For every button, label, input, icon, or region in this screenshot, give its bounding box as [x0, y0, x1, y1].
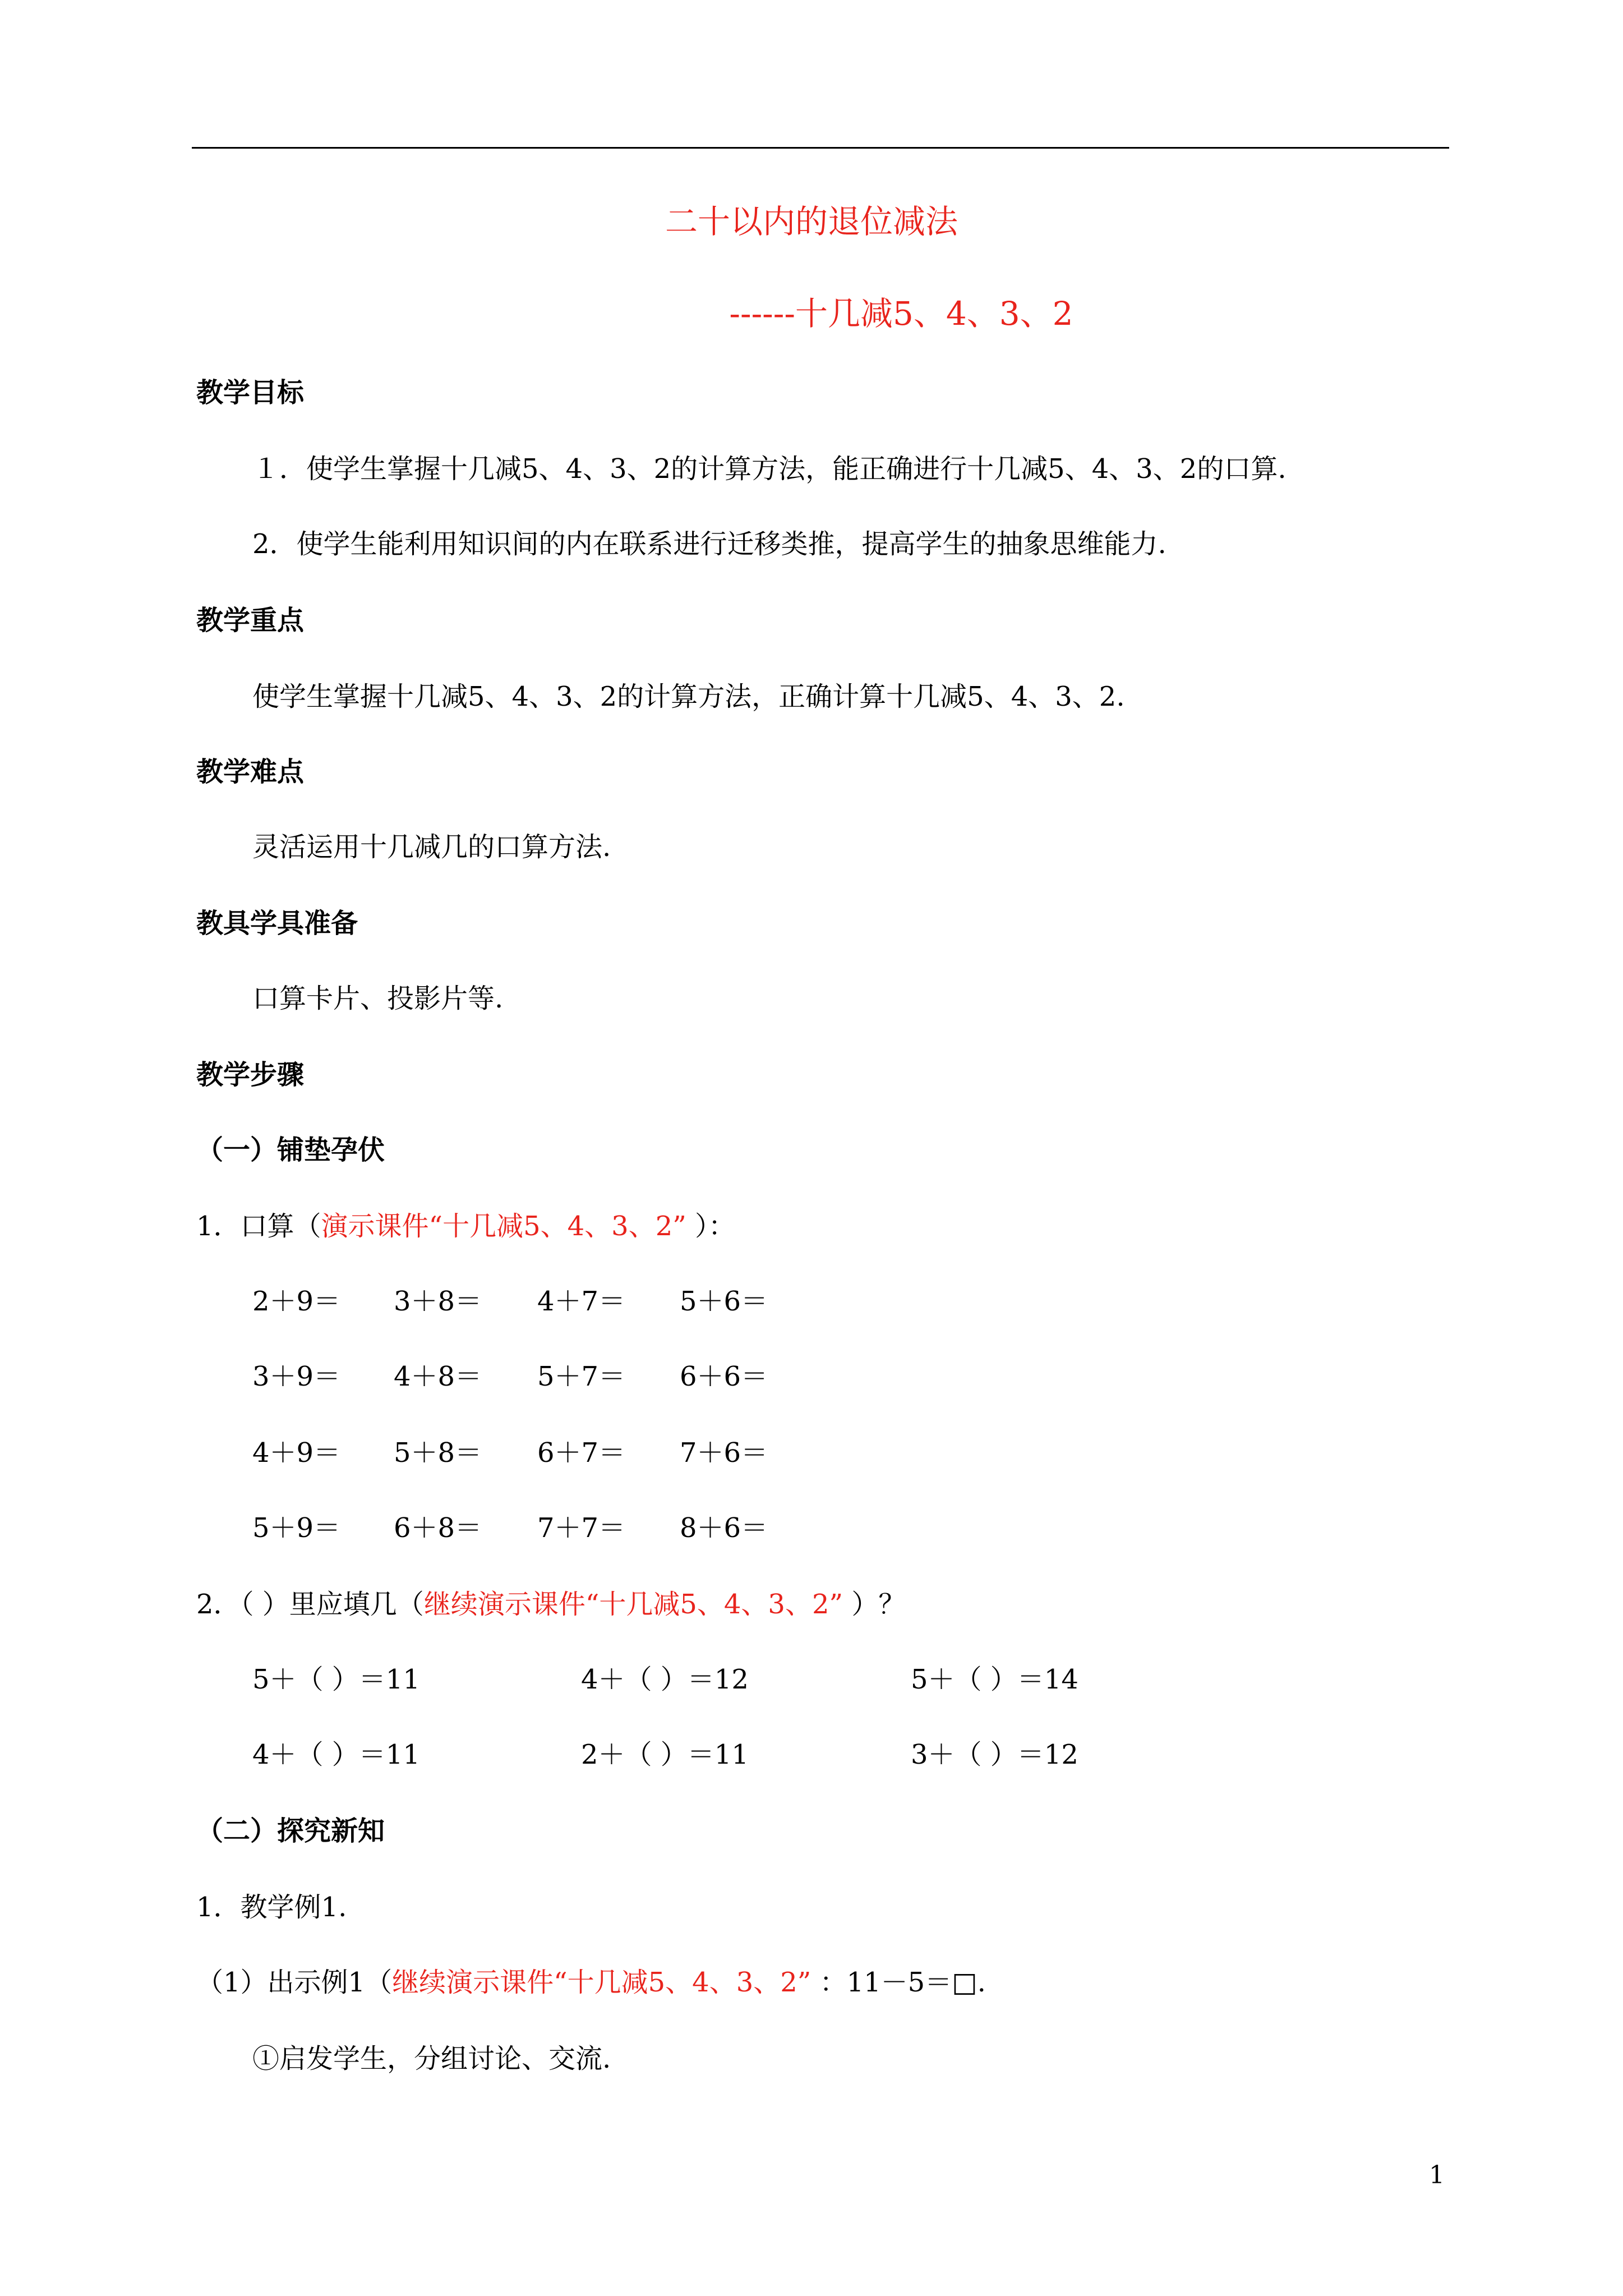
grid-cell: 4＋8＝ [394, 1361, 482, 1392]
example-1-step-1: ①启发学生，分组讨论、交流. [252, 2043, 611, 2074]
fill-blank-item: 3＋（ ）＝12 [911, 1739, 1078, 1770]
question-2-prefix: 2．（ ）里应填几（ [196, 1589, 424, 1620]
fill-blank-item: 5＋（ ）＝14 [911, 1664, 1078, 1695]
fill-blank-item: 4＋（ ）＝12 [581, 1664, 749, 1695]
grid-cell: 2＋9＝ [252, 1286, 341, 1317]
fill-blank-item: 5＋（ ）＝11 [252, 1664, 420, 1695]
example-1-suffix: ：11－5＝□. [811, 1967, 986, 1998]
materials-heading: 教具学具准备 [196, 908, 358, 939]
grid-cell: 5＋8＝ [394, 1437, 482, 1469]
goals-item-2: 2．使学生能利用知识间的内在联系进行迁移类推，提高学生的抽象思维能力. [252, 528, 1166, 560]
page-number: 1 [1429, 2161, 1445, 2189]
part1-heading: （一）铺垫孕伏 [196, 1134, 385, 1166]
grid-cell: 5＋7＝ [537, 1361, 626, 1392]
part2-heading: （二）探究新知 [196, 1815, 385, 1847]
difficulties-heading: 教学难点 [196, 756, 305, 788]
key-points-heading: 教学重点 [196, 605, 305, 636]
grid-cell: 3＋9＝ [252, 1361, 341, 1392]
example-1-prefix: （1）出示例1（ [196, 1967, 393, 1998]
question-1 [196, 1209, 735, 1243]
grid-cell: 4＋9＝ [252, 1437, 341, 1469]
grid-cell: 8＋6＝ [680, 1512, 768, 1544]
document-subtitle: ------十几减5、4、3、2 [729, 295, 1073, 333]
grid-cell: 7＋6＝ [680, 1437, 768, 1469]
grid-cell: 6＋7＝ [537, 1437, 626, 1469]
difficulties-text: 灵活运用十几减几的口算方法. [252, 831, 611, 863]
goals-heading: 教学目标 [196, 377, 305, 408]
grid-cell: 3＋8＝ [394, 1286, 482, 1317]
example-1-courseware-note: 继续演示课件“十几减5、4、3、2” [392, 1967, 811, 1998]
materials-text: 口算卡片、投影片等. [252, 983, 504, 1014]
question-2-courseware-note: 继续演示课件“十几减5、4、3、2” [423, 1589, 843, 1620]
grid-cell: 5＋6＝ [680, 1286, 768, 1317]
example-1 [196, 1966, 986, 1999]
question-1-prefix: 1．口算（ [196, 1211, 321, 1242]
question-1-courseware-note: 演示课件“十几减5、4、3、2” [321, 1211, 686, 1242]
grid-cell: 7＋7＝ [537, 1512, 626, 1544]
fill-blank-item: 2＋（ ）＝11 [581, 1739, 749, 1770]
fill-blank-item: 4＋（ ）＝11 [252, 1739, 420, 1770]
grid-cell: 6＋6＝ [680, 1361, 768, 1392]
grid-cell: 5＋9＝ [252, 1512, 341, 1544]
grid-cell: 6＋8＝ [394, 1512, 482, 1544]
question-2 [196, 1588, 905, 1621]
part2-item-1: 1．教学例1. [196, 1892, 347, 1923]
document-title: 二十以内的退位减法 [665, 203, 958, 241]
steps-heading: 教学步骤 [196, 1059, 305, 1091]
goals-item-1: １．使学生掌握十几减5、4、3、2的计算方法，能正确进行十几减5、4、3、2的口算. [252, 453, 1287, 485]
key-points-text: 使学生掌握十几减5、4、3、2的计算方法，正确计算十几减5、4、3、2. [252, 681, 1125, 712]
grid-cell: 4＋7＝ [537, 1286, 626, 1317]
question-2-suffix: ）？ [843, 1589, 906, 1620]
question-1-suffix: ）： [686, 1211, 736, 1242]
header-rule [192, 147, 1449, 149]
